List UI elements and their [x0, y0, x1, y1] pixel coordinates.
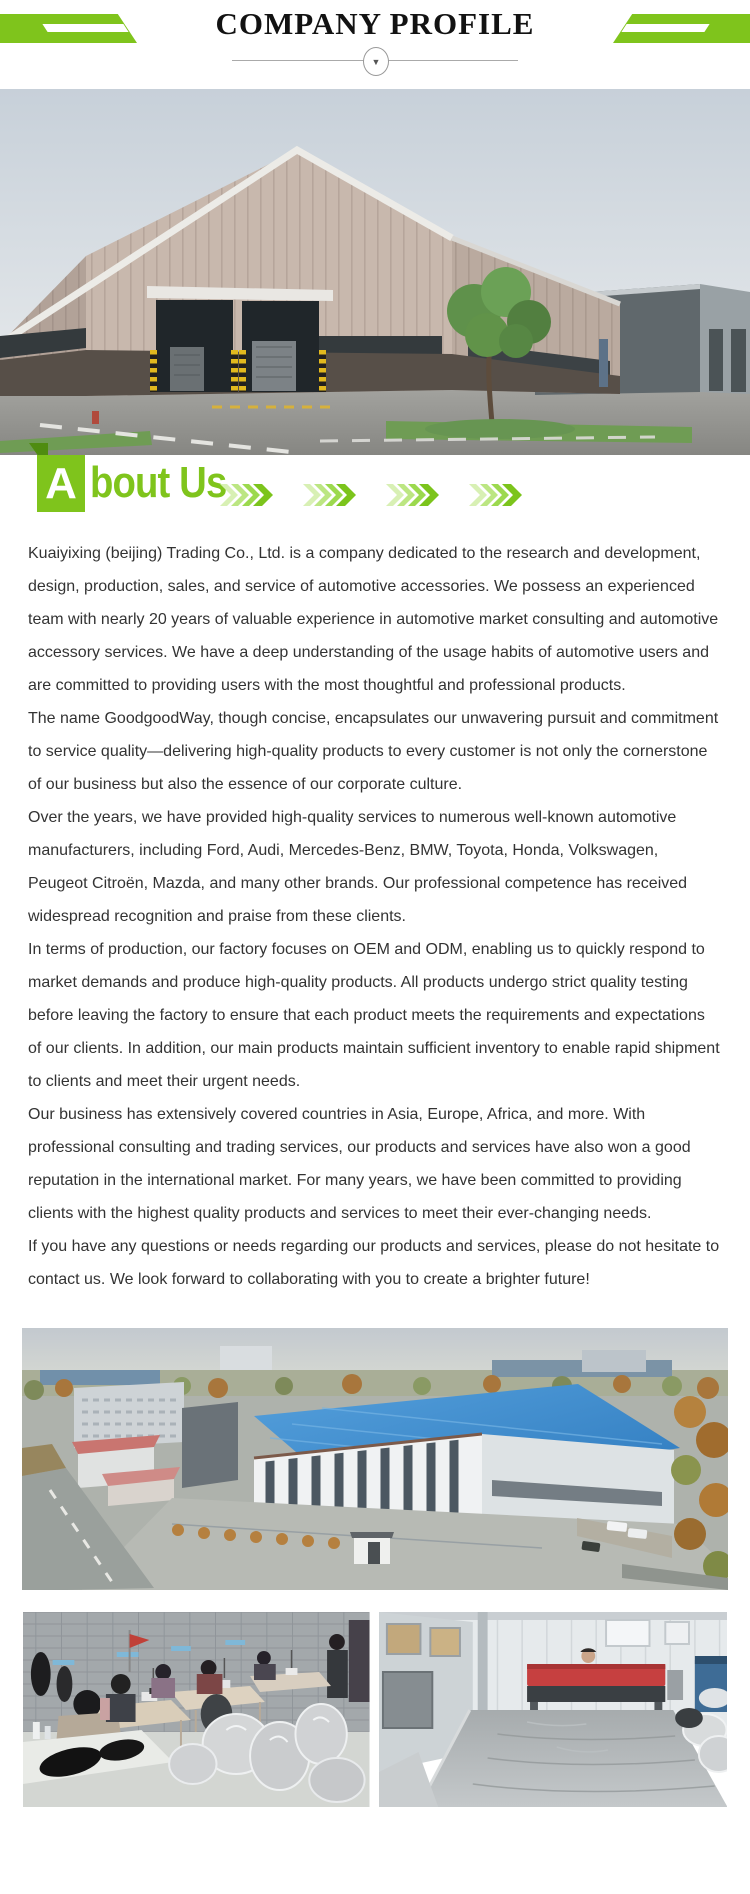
section-header	[0, 0, 750, 89]
fabric-machine-photo	[379, 1612, 727, 1807]
about-us-heading	[0, 455, 750, 537]
workshop-photos-row	[23, 1612, 727, 1807]
chevron-arrows-row	[220, 483, 525, 507]
paragraph: In terms of production, our factory focuses on OEM and ODM, enabling us to quickly respond to market demands and produce high-quality products. All products undergo strict quality testing before leaving the factory to ensure that each product meets the requirements and expectations of our clients. In addition, our main products maintain sufficient inventory to enable rapid shipment to clients and meet their urgent needs.	[28, 941, 720, 1090]
chevron-arrows-icon	[220, 483, 276, 507]
sewing-workshop-photo	[23, 1612, 370, 1807]
about-us-body	[0, 537, 750, 1296]
paragraph: The name GoodgoodWay, though concise, encapsulates our unwavering pursuit and commitment to service quality—delivering high-quality products to every customer is not only the cornerstone of our business but also the essence of our corporate culture.	[28, 710, 719, 793]
paragraph: Our business has extensively covered countries in Asia, Europe, Africa, and more. With professional consulting and trading services, our products and services have also won a good reputation in the international market. For many years, we have been committed to providing clients with the highest quality products and services to meet their ever-changing needs.	[28, 1106, 691, 1222]
paragraph: If you have any questions or needs regarding our products and services, please do not hesitate to contact us. We look forward to collaborating with you to create a brighter future!	[28, 1238, 720, 1288]
page-title: COMPANY PROFILE	[215, 6, 535, 41]
chevron-arrows-icon	[303, 483, 359, 507]
chevron-arrows-icon	[469, 483, 525, 507]
about-title: bout Us	[90, 458, 227, 507]
chevron-arrows-icon	[386, 483, 442, 507]
factory-exterior-photo	[0, 89, 750, 455]
down-arrow-icon: ▼	[363, 47, 389, 76]
factory-aerial-photo	[22, 1328, 728, 1590]
paragraph: Over the years, we have provided high-quality services to numerous well-known automotive manufacturers, including Ford, Audi, Mercedes-Benz, BMW, Toyota, Honda, Volkswagen, Peugeot Citroën, Mazda, and many other brands. Our professional competence has received widespread recognition and praise from these clients.	[28, 809, 688, 925]
paragraph: Kuaiyixing (beijing) Trading Co., Ltd. is a company dedicated to the research and development, design, production, sales, and service of automotive accessories. We possess an experienced team with nearly 20 years of valuable experience in automotive market consulting and automotive accessory services. We have a deep understanding of the usage habits of automotive users and are committed to providing users with the most thoughtful and professional products.	[28, 545, 719, 694]
about-initial-badge: A	[37, 455, 85, 512]
